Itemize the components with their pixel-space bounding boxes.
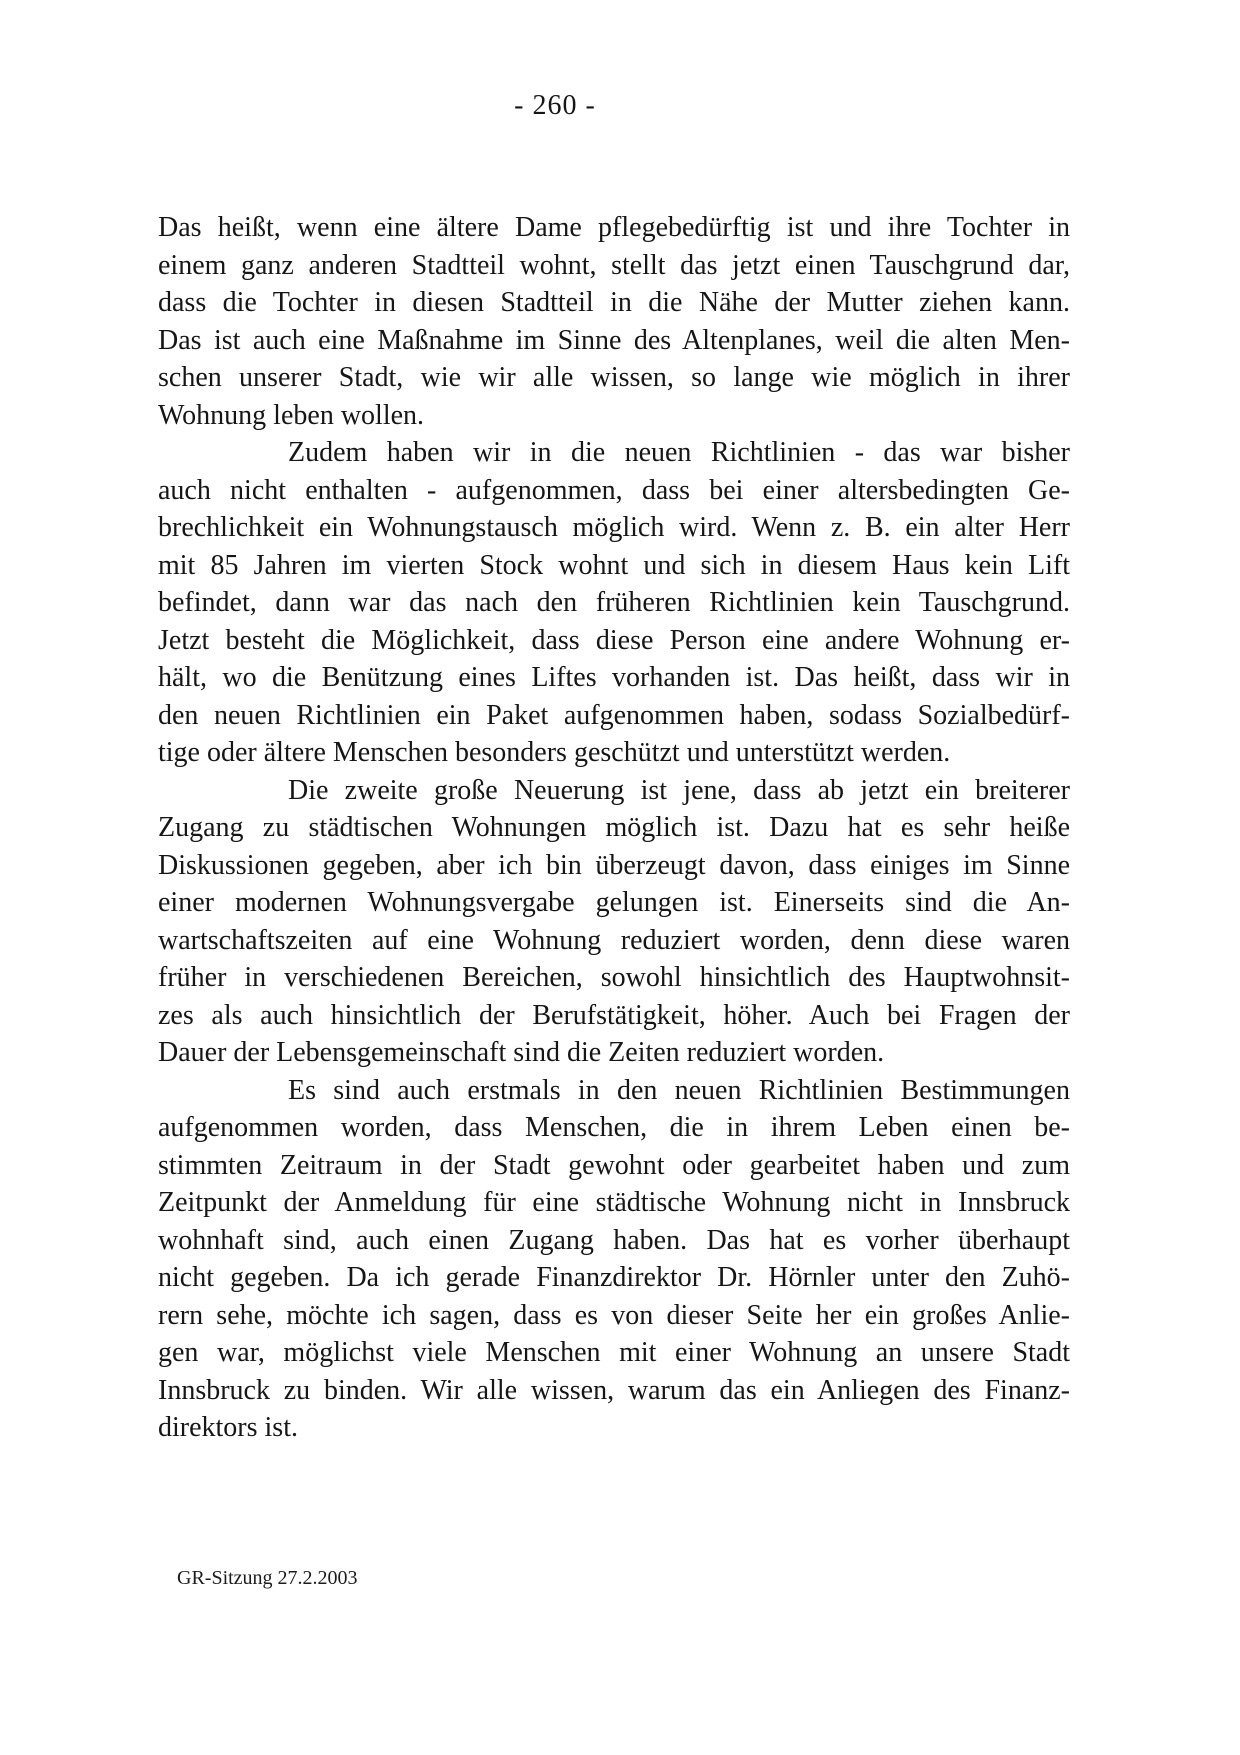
paragraph	[158, 209, 1070, 434]
text-line: auch nicht enthalten - aufgenommen, dass bei einer altersbedingten Ge-	[158, 474, 1070, 506]
text-line: Zeitpunkt der Anmeldung für eine städtische Wohnung nicht in Innsbruck	[158, 1187, 1070, 1218]
text-line: hält, wo die Benützung eines Liftes vorhanden ist. Das heißt, dass wir in	[158, 662, 1070, 693]
text-line: mit 85 Jahren im vierten Stock wohnt und sich in diesem Haus kein Lift	[158, 549, 1070, 581]
text-line: Das heißt, wenn eine ältere Dame pflegebedürftig ist und ihre Tochter in	[158, 212, 1070, 243]
text-line: dass die Tochter in diesen Stadtteil in die Nähe der Mutter ziehen kann.	[158, 287, 1070, 318]
document-body	[158, 209, 1070, 1447]
text-line: rern sehe, möchte ich sagen, dass es von dieser Seite her ein großes Anlie-	[158, 1299, 1070, 1331]
text-line: Dauer der Lebensgemeinschaft sind die Zeiten reduziert worden.	[158, 1037, 885, 1068]
text-line: den neuen Richtlinien ein Paket aufgenommen haben, sodass Sozialbedürf-	[158, 699, 1070, 731]
page-number: - 260 -	[514, 90, 596, 121]
text-line: gen war, möglichst viele Menschen mit einer Wohnung an unsere Stadt	[158, 1337, 1070, 1368]
text-line: Wohnung leben wollen.	[158, 399, 425, 431]
text-line: einer modernen Wohnungsvergabe gelungen ist. Einerseits sind die An-	[158, 887, 1070, 918]
text-line: Das ist auch eine Maßnahme im Sinne des Altenplanes, weil die alten Men-	[158, 324, 1070, 356]
text-line: wartschaftszeiten auf eine Wohnung reduziert worden, denn diese waren	[158, 924, 1070, 956]
text-line: direktors ist.	[158, 1412, 298, 1443]
text-line: Die zweite große Neuerung ist jene, dass ab jetzt ein breiterer	[288, 774, 1070, 806]
text-line: brechlichkeit ein Wohnungstausch möglich wird. Wenn z. B. ein alter Herr	[158, 512, 1070, 543]
text-line: nicht gegeben. Da ich gerade Finanzdirektor Dr. Hörnler unter den Zuhö-	[158, 1262, 1070, 1293]
paragraph	[158, 1072, 1070, 1447]
text-line: Zugang zu städtischen Wohnungen möglich ist. Dazu hat es sehr heiße	[158, 812, 1070, 843]
paragraph	[158, 772, 1070, 1072]
text-line: stimmten Zeitraum in der Stadt gewohnt oder gearbeitet haben und zum	[158, 1149, 1070, 1181]
footer-note: GR-Sitzung 27.2.2003	[177, 1567, 358, 1589]
text-line: wohnhaft sind, auch einen Zugang haben. Das hat es vorher überhaupt	[158, 1224, 1070, 1256]
text-line: Es sind auch erstmals in den neuen Richtlinien Bestimmungen	[288, 1074, 1070, 1106]
text-line: zes als auch hinsichtlich der Berufstätigkeit, höher. Auch bei Fragen der	[158, 999, 1070, 1031]
text-line: befindet, dann war das nach den früheren Richtlinien kein Tauschgrund.	[158, 587, 1070, 618]
text-line: aufgenommen worden, dass Menschen, die in ihrem Leben einen be-	[158, 1112, 1070, 1143]
paragraph	[158, 434, 1070, 772]
text-line: einem ganz anderen Stadtteil wohnt, stellt das jetzt einen Tauschgrund dar,	[158, 249, 1070, 281]
text-line: früher in verschiedenen Bereichen, sowohl hinsichtlich des Hauptwohnsit-	[158, 962, 1070, 993]
text-line: Innsbruck zu binden. Wir alle wissen, warum das ein Anliegen des Finanz-	[158, 1374, 1070, 1406]
text-line: Zudem haben wir in die neuen Richtlinien - das war bisher	[288, 437, 1070, 468]
text-line: Jetzt besteht die Möglichkeit, dass diese Person eine andere Wohnung er-	[158, 624, 1070, 656]
text-line: Diskussionen gegeben, aber ich bin überzeugt davon, dass einiges im Sinne	[158, 849, 1070, 881]
text-line: tige oder ältere Menschen besonders geschützt und unterstützt werden.	[158, 737, 951, 768]
text-line: schen unserer Stadt, wie wir alle wissen, so lange wie möglich in ihrer	[158, 362, 1070, 393]
